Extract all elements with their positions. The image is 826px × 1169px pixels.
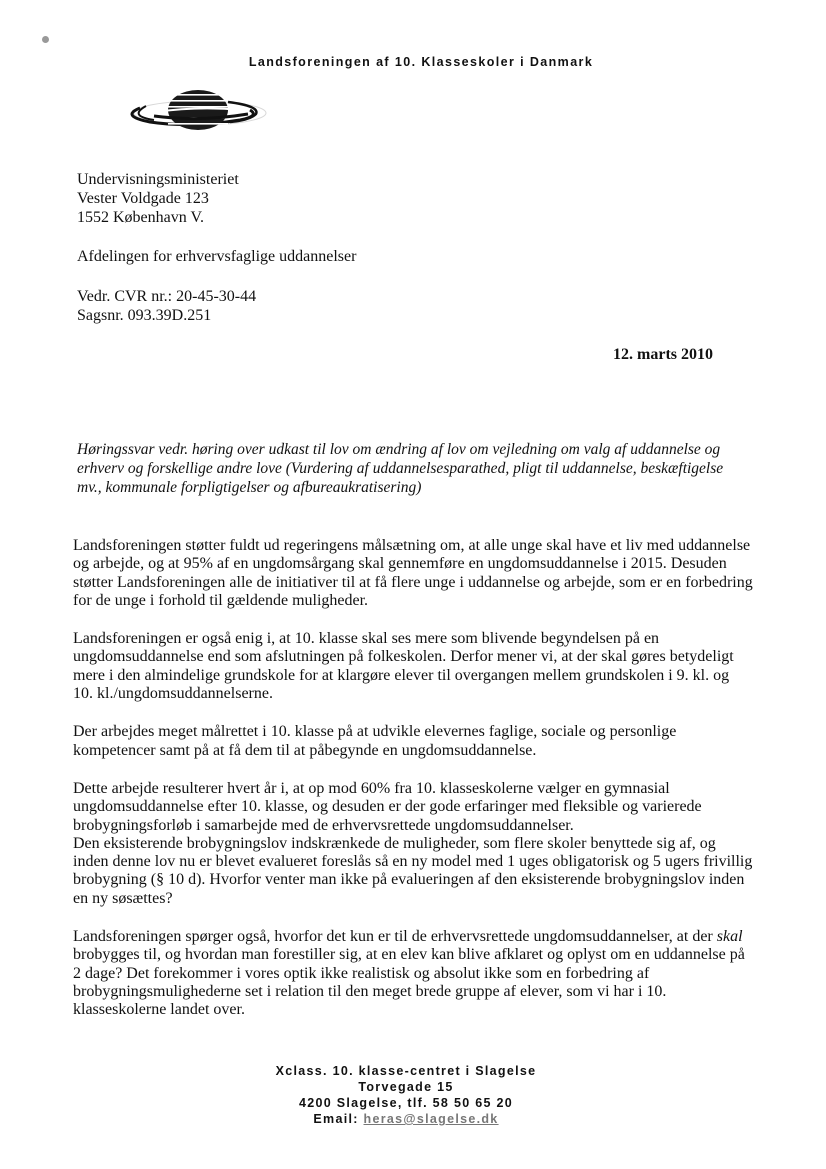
body-paragraph-3: Der arbejdes meget målrettet i 10. klasse på at udvikle elevernes faglige, sociale og personlige kompetencer samt på at få dem til at påbegynde en ungdomsuddannelse.	[73, 723, 677, 759]
case-number: Sagsnr. 093.39D.251	[77, 307, 212, 324]
footer-line-3: 4200 Slagelse, tlf. 58 50 65 20	[298, 1096, 514, 1110]
footer	[0, 1063, 812, 1127]
footer-line-1: Xclass. 10. klasse-centret i Slagelse	[275, 1064, 537, 1078]
body-paragraph-4: Dette arbejde resulterer hvert år i, at op mod 60% fra 10. klasseskolerne vælger en gymnasial ungdomsuddannelse efter 10. klasse, og desuden er der gode erfaringer med fleksible og varierede brobygningsforløb i samarbejde med de erhvervsrettede ungdomsuddannelser.	[73, 779, 702, 834]
footer-email-line	[0, 1111, 812, 1127]
reference-block	[77, 287, 256, 325]
body-paragraph-6	[73, 928, 753, 1019]
scan-speck	[42, 36, 49, 43]
letter-body	[73, 537, 753, 1040]
recipient-name: Undervisningsministeriet	[77, 171, 239, 188]
body-paragraph-1: Landsforeningen støtter fuldt ud regeringens målsætning om, at alle unge skal have et liv med uddannelse og arbejde, og at 95% af en ungdomsårgang skal gennemføre en ungdomsuddannelse i 2015. Desuden støtter Landsforeningen alle de initiativer til at få flere unge i uddannelse og arbejde, som er en forbedring for de unge i forhold til gældende muligheder.	[73, 537, 753, 609]
body-paragraph-2: Landsforeningen er også enig i, at 10. klasse skal ses mere som blivende begyndelsen på en ungdomsuddannelse end som afslutningen på folkeskolen. Derfor mener vi, at der skal gøres betydeligt mere i den almindelige grundskole for at klargøre elever til overgangen mellem grundskolen i 9. kl. og 10. kl./ungdomsuddannelserne.	[73, 630, 734, 703]
recipient-city: 1552 København V.	[77, 209, 204, 226]
recipient-street: Vester Voldgade 123	[77, 190, 209, 207]
letter-date: 12. marts 2010	[613, 346, 713, 363]
body-paragraph-6-part2: brobygges til, og hvordan man forestiller sig, at en elev kan blive afklaret og oplyst om en uddannelse på 2 dage? Det forekommer i vores optik ikke realistisk og absolut ikke som en forbedring af brobygningsmulighederne set i relation til den meget brede gruppe af elever, som vi har i 10. klasseskolerne landet over.	[73, 946, 745, 1019]
footer-line-2: Torvegade 15	[358, 1080, 454, 1094]
footer-email-link[interactable]: heras@slagelse.dk	[363, 1112, 499, 1126]
ringed-sphere-logo-icon	[110, 86, 286, 136]
body-paragraph-5: Den eksisterende brobygningslov indskrænkede de muligheder, som flere skoler benyttede sig af, og inden denne lov nu er blevet evalueret foreslås så en ny model med 1 uges obligatorisk og 5 ugers frivillig brobygning (§ 10 d). Hvorfor venter man ikke på evalueringen af den eksisterende brobygningslov inden en ny søsættes?	[73, 834, 753, 907]
department-line: Afdelingen for erhvervsfaglige uddannelser	[77, 248, 357, 265]
subject-line: Høringssvar vedr. høring over udkast til lov om ændring af lov om vejledning om valg af uddannelse og erhverv og forskellige andre love (Vurdering af uddannelsesparathed, pligt til uddannelse, beskæftigelse mv., kommunale forpligtigelser og afbureaukratisering)	[77, 441, 724, 496]
footer-email-label: Email:	[313, 1112, 364, 1126]
body-paragraph-6-part1: Landsforeningen spørger også, hvorfor det kun er til de erhvervsrettede ungdomsuddannelser, at der	[73, 928, 717, 946]
cvr-number: Vedr. CVR nr.: 20-45-30-44	[77, 288, 257, 305]
recipient-address	[77, 170, 239, 227]
body-paragraph-6-emphasis: skal	[716, 928, 743, 946]
organization-header: Landsforeningen af 10. Klasseskoler i Danmark	[248, 55, 594, 69]
